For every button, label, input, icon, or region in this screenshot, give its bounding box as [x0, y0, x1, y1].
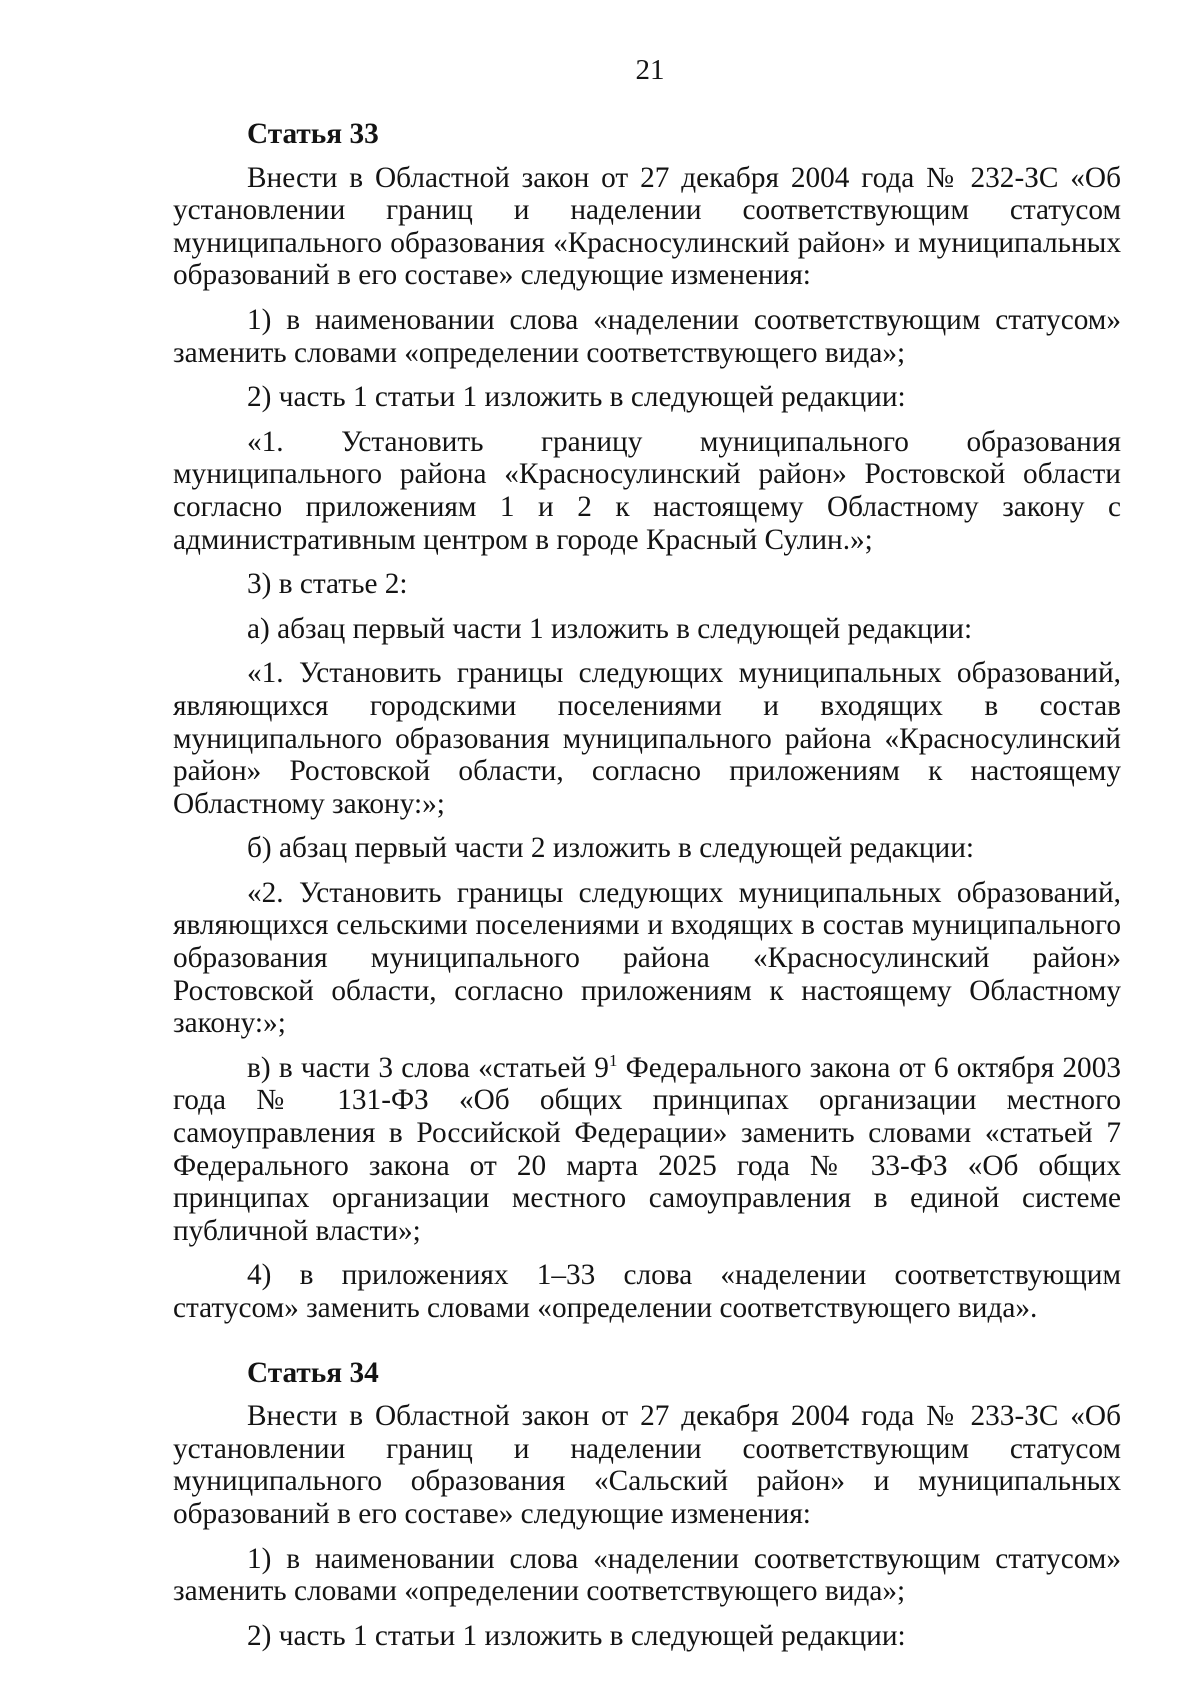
superscript-index: 1: [608, 1050, 618, 1070]
article-33-item-3: 3) в статье 2:: [247, 568, 408, 601]
article-33-item-1: 1) в наименовании слова «наделении соответствующим статусом» заменить словами «определении соответствующего вида»;: [173, 303, 1121, 369]
article-33-item-3b: б) абзац первый части 2 изложить в следующей редакции:: [247, 832, 975, 865]
article-34-title: Статья 34: [247, 1356, 379, 1389]
article-33-item-3v: [173, 1052, 1121, 1248]
article-33-item-4: 4) в приложениях 1–33 слова «наделении соответствующим статусом» заменить словами «определении соответствующего вида».: [173, 1259, 1121, 1324]
article-33-item-2: 2) часть 1 статьи 1 изложить в следующей редакции:: [247, 381, 906, 414]
document-body: [173, 118, 1121, 1652]
item-3v-text-end: Федерального закона от 6 октября 2003 года № 131-ФЗ «Об общих принципах организации местного самоуправления в Российской Федерации» заменить словами «статьей 7 Федерального закона от 20 марта 2025 года № 33-ФЗ «Об общих принципах организации местного самоуправления в единой системе публичной власти»;: [173, 1051, 1121, 1247]
article-34-item-2: 2) часть 1 статьи 1 изложить в следующей редакции:: [247, 1619, 906, 1652]
page-number: 21: [635, 54, 665, 86]
item-3v-text-start: в) в части 3 слова «статьей 9: [247, 1051, 609, 1084]
article-34-intro: Внести в Областной закон от 27 декабря 2004 года № 233-ЗС «Об установлении границ и наделении соответствующим статусом муниципального образования «Сальский район» и муниципальных образований в его составе» следующие изменения:: [173, 1400, 1121, 1530]
article-33-item-3a-quote: «1. Установить границы следующих муниципальных образований, являющихся городскими поселениями и входящих в состав муниципального образования муниципального района «Красносулинский район» Ростовской области, согласно приложениям к настоящему Областному закону:»;: [173, 657, 1121, 820]
article-33-title: Статья 33: [247, 118, 379, 150]
article-33-item-2-quote: «1. Установить границу муниципального образования муниципального района «Красносулинский район» Ростовской области согласно приложениям 1 и 2 к настоящему Областному закону с административным центром в городе Красный Сулин.»;: [173, 425, 1121, 556]
article-34-item-1: 1) в наименовании слова «наделении соответствующим статусом» заменить словами «определении соответствующего вида»;: [173, 1542, 1121, 1608]
article-33-intro: Внести в Областной закон от 27 декабря 2004 года № 232-ЗС «Об установлении границ и наделении соответствующим статусом муниципального образования «Красносулинский район» и муниципальных образований в его составе» следующие изменения:: [173, 161, 1121, 292]
article-33-item-3b-quote: «2. Установить границы следующих муниципальных образований, являющихся сельскими поселениями и входящих в состав муниципального образования муниципального района «Красносулинский район» Ростовской области, согласно приложениям к настоящему Областному закону:»;: [173, 876, 1121, 1040]
article-33-item-3a: а) абзац первый части 1 изложить в следующей редакции:: [247, 612, 973, 645]
